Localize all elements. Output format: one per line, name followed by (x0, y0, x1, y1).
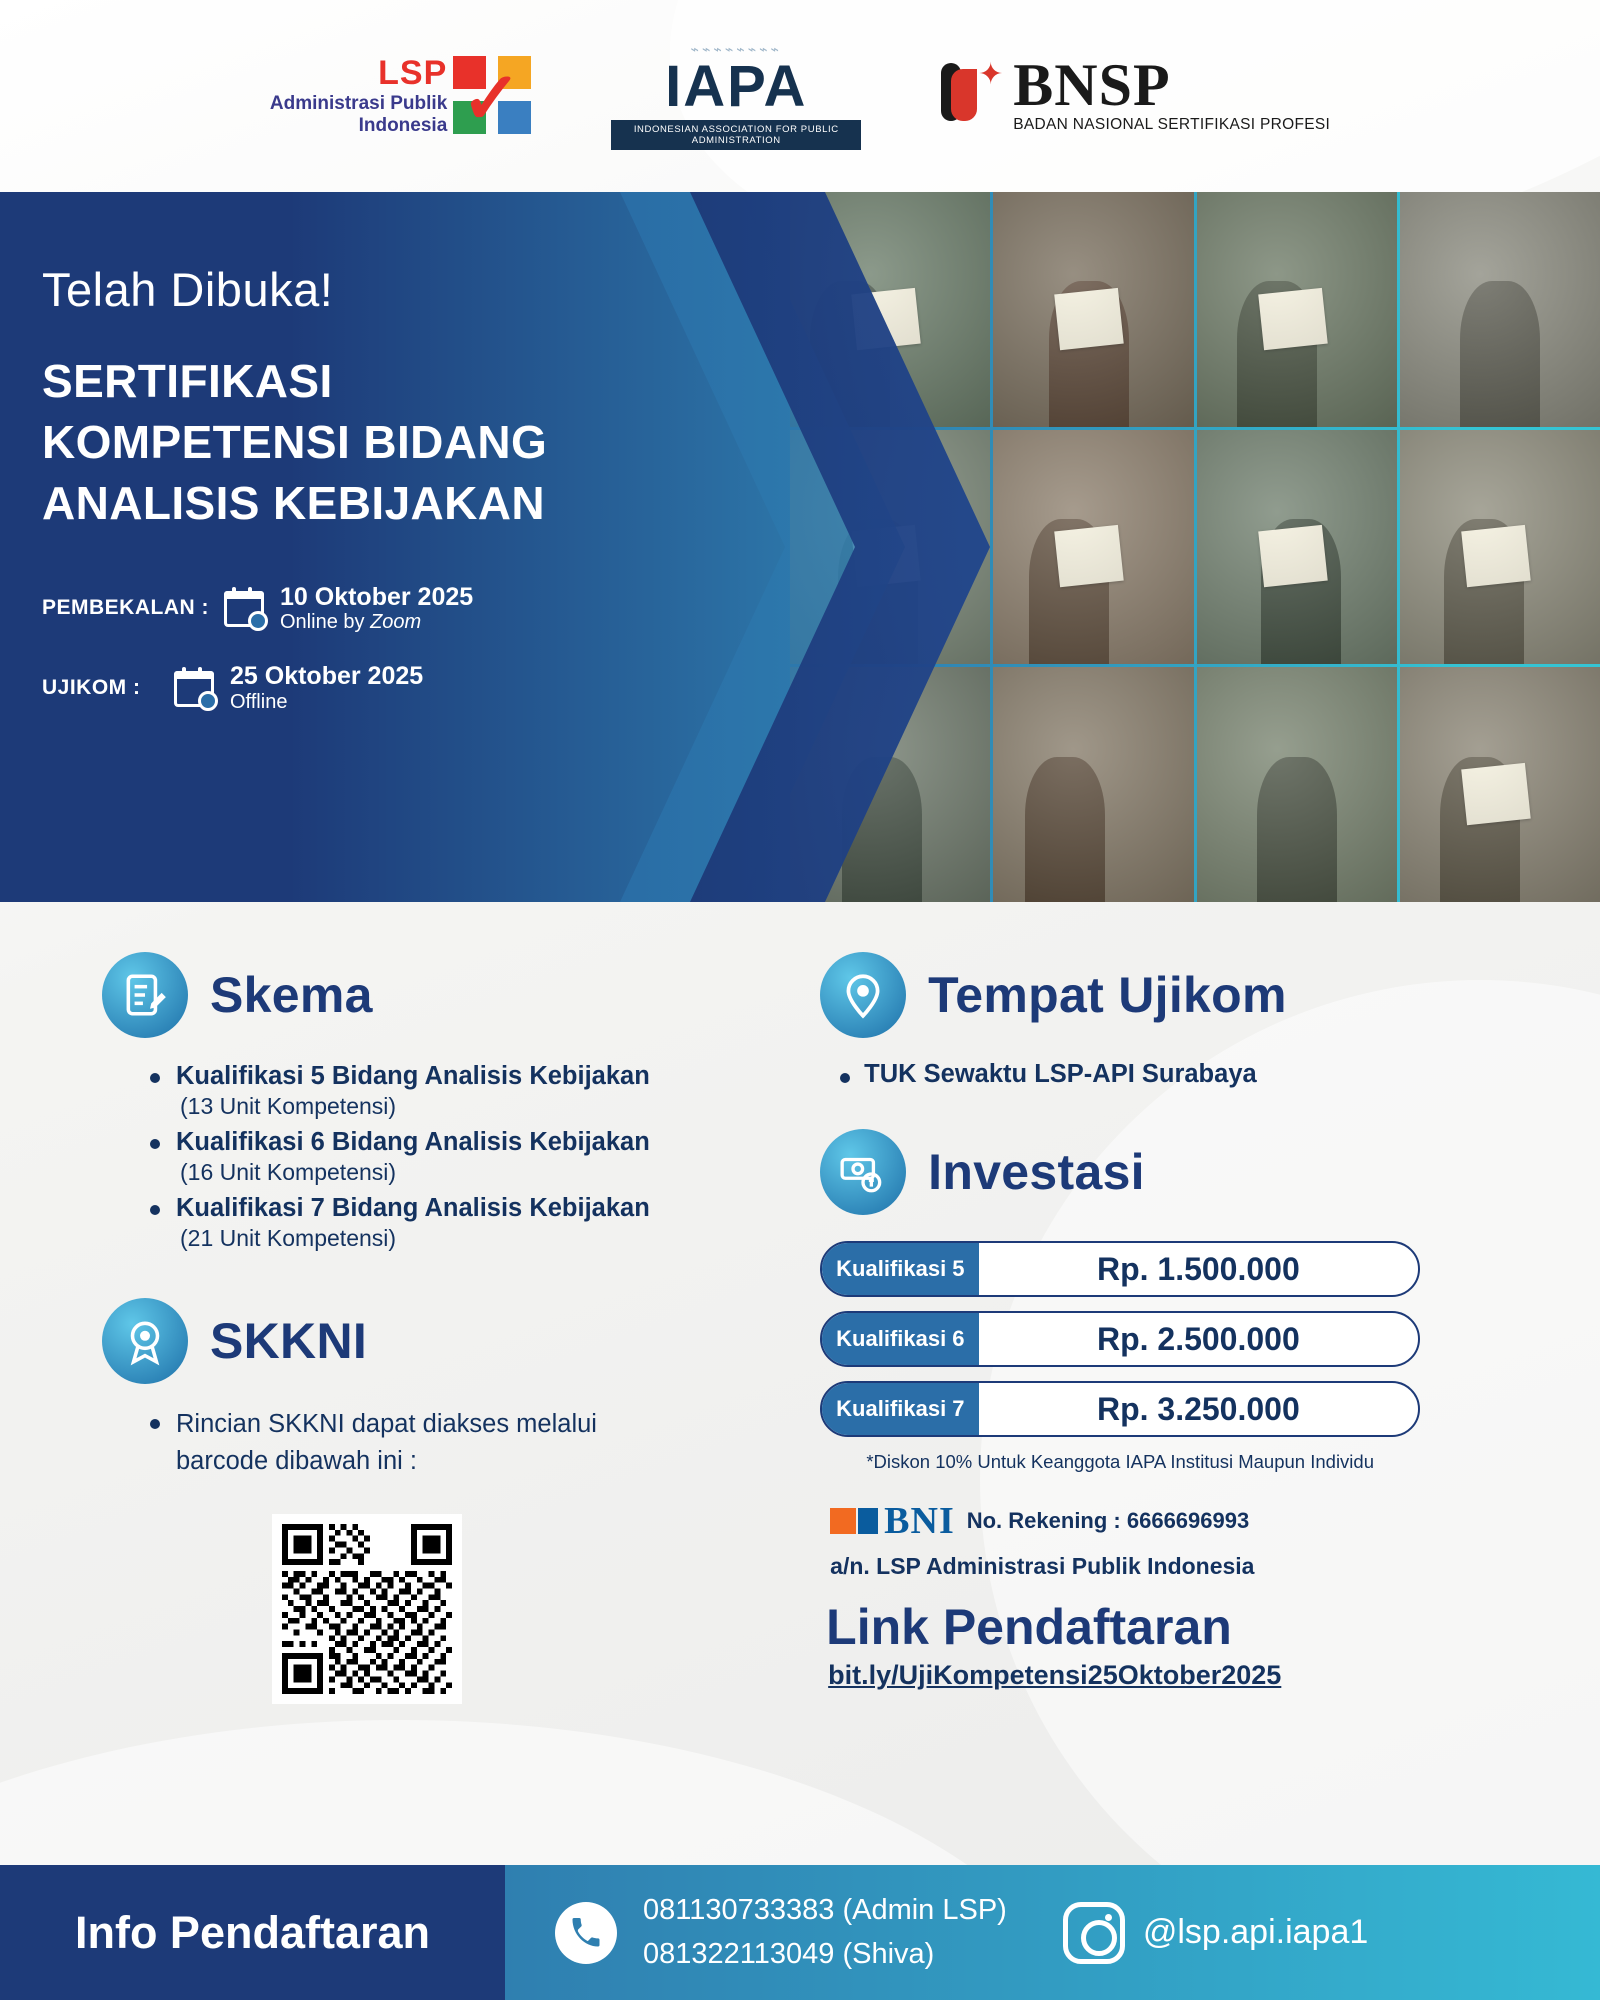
bnsp-logo (941, 51, 1331, 134)
date-label: UJIKOM : (42, 676, 141, 700)
location-pin-icon (820, 952, 906, 1038)
collage-photo (1197, 430, 1397, 665)
discount-note: *Diskon 10% Untuk Keanggota IAPA Institusi Maupun Individu (866, 1451, 1374, 1472)
date-mode: Online by (280, 611, 371, 634)
date-row-ujikom (42, 662, 682, 714)
list-item: TUK Sewaktu LSP-API Surabaya (834, 1060, 1544, 1089)
bnsp-logo-name: BNSP (1013, 51, 1171, 118)
collage-photo (993, 192, 1193, 427)
table-row (820, 1241, 1420, 1297)
date-mode-emphasis: Zoom (370, 611, 422, 634)
registration-heading: Link Pendaftaran (826, 1599, 1232, 1655)
bank-info (830, 1499, 1544, 1543)
bank-account-name: a/n. LSP Administrasi Publik Indonesia (830, 1553, 1255, 1579)
investasi-title: Investasi (928, 1144, 1145, 1200)
calendar-clock-icon (224, 587, 266, 629)
bni-mark-orange (830, 1508, 856, 1534)
hero-text-block (42, 262, 682, 742)
calendar-clock-icon (174, 667, 216, 709)
footer-instagram[interactable] (1063, 1902, 1368, 1964)
lsp-logo (270, 54, 531, 137)
date-value: 10 Oktober 2025 (280, 582, 474, 611)
investasi-tag: Kualifikasi 7 (822, 1383, 978, 1435)
footer-phone-1: 081130733383 (Admin LSP) (643, 1894, 1007, 1926)
skkni-title: SKKNI (210, 1313, 368, 1370)
registration-link[interactable]: bit.ly/UjiKompetensi25Oktober2025 (828, 1660, 1282, 1690)
investasi-header (820, 1129, 1544, 1215)
bnsp-logo-subtitle: BADAN NASIONAL SERTIFIKASI PROFESI (1013, 115, 1331, 133)
skema-item-main: Kualifikasi 6 Bidang Analisis Kebijakan (176, 1128, 650, 1157)
skkni-text-line2: barcode dibawah ini : (176, 1447, 417, 1476)
instagram-icon (1063, 1902, 1125, 1964)
hero-title-line3: ANALISIS KEBIJAKAN (42, 477, 546, 530)
hero-title-line2: KOMPETENSI BIDANG (42, 416, 548, 469)
bank-account-number: No. Rekening : 6666696993 (966, 1508, 1250, 1533)
lsp-logo-line1: LSP (378, 53, 448, 92)
iapa-logo (611, 41, 861, 150)
skema-list (146, 1060, 790, 1252)
footer-phone-2: 081322113049 (Shiva) (643, 1937, 935, 1970)
investasi-table (820, 1241, 1544, 1437)
date-label: PEMBEKALAN : (42, 596, 209, 620)
right-column (790, 952, 1544, 1704)
collage-photo (1197, 667, 1397, 902)
hero-dates (42, 583, 682, 715)
investasi-price: Rp. 1.500.000 (1096, 1250, 1300, 1287)
skema-header (102, 952, 790, 1038)
badge-award-icon (102, 1298, 188, 1384)
footer-title: Info Pendaftaran (74, 1906, 431, 1958)
main-content (0, 902, 1600, 1704)
hero-kicker: Telah Dibuka! (42, 263, 334, 316)
instagram-handle: @lsp.api.iapa1 (1142, 1913, 1369, 1951)
footer-contact-block (505, 1865, 1600, 2000)
collage-photo (993, 430, 1193, 665)
date-value: 25 Oktober 2025 (230, 662, 424, 691)
document-pen-icon (102, 952, 188, 1038)
list-item (146, 1406, 790, 1480)
list-item (146, 1192, 790, 1252)
collage-photo (1400, 192, 1600, 427)
skema-item-sub: (21 Unit Kompetensi) (180, 1225, 397, 1252)
iapa-logo-name: IAPA (665, 53, 808, 119)
collage-photo (1400, 667, 1600, 902)
collage-photo (993, 667, 1193, 902)
investasi-tag: Kualifikasi 6 (822, 1313, 978, 1365)
footer-phone-numbers (643, 1889, 1007, 1976)
collage-photo (1400, 430, 1600, 665)
bni-logo (830, 1499, 955, 1543)
list-item (146, 1126, 790, 1186)
skema-item-main: Kualifikasi 5 Bidang Analisis Kebijakan (176, 1062, 650, 1090)
collage-photo (1197, 192, 1397, 427)
list-item (146, 1060, 790, 1120)
tempat-title: Tempat Ujikom (928, 967, 1287, 1023)
hero-banner (0, 192, 1600, 902)
phone-icon (555, 1902, 617, 1964)
skema-item-sub: (13 Unit Kompetensi) (180, 1093, 397, 1120)
footer-bar (0, 1865, 1600, 2000)
skkni-text-line1: Rincian SKKNI dapat diakses melalui (176, 1410, 597, 1439)
investasi-tag: Kualifikasi 5 (822, 1243, 978, 1295)
checkmark-icon: ✓ (453, 56, 531, 134)
iapa-logo-subtitle: INDONESIAN ASSOCIATION FOR PUBLIC ADMINISTRATION (611, 120, 861, 150)
money-icon (820, 1129, 906, 1215)
qr-code[interactable] (272, 1514, 462, 1704)
lsp-logo-line3: Indonesia (358, 114, 448, 136)
logo-row (0, 0, 1600, 190)
tempat-header (820, 952, 1544, 1038)
left-column (56, 952, 790, 1704)
skema-title: Skema (210, 967, 373, 1023)
date-row-pembekalan (42, 583, 682, 635)
date-mode: Offline (230, 691, 288, 714)
investasi-price: Rp. 2.500.000 (1096, 1320, 1300, 1357)
hero-title-line1: SERTIFIKASI (42, 355, 333, 407)
skema-item-sub: (16 Unit Kompetensi) (180, 1159, 397, 1186)
qr-code-image (282, 1524, 452, 1694)
tempat-list (834, 1060, 1544, 1089)
lsp-logo-line2: Administrasi Publik (269, 92, 448, 114)
table-row (820, 1381, 1420, 1437)
skema-item-main: Kualifikasi 7 Bidang Analisis Kebijakan (176, 1194, 650, 1223)
iapa-map-icon: ⌁⌁⌁⌁⌁⌁⌁⌁ (690, 40, 782, 57)
table-row (820, 1311, 1420, 1367)
bni-mark-blue (858, 1508, 878, 1534)
skkni-header (102, 1298, 790, 1384)
bni-logo-name: BNI (884, 1500, 955, 1542)
investasi-price: Rp. 3.250.000 (1096, 1390, 1300, 1427)
skkni-list (146, 1406, 790, 1480)
bnsp-figure-icon: ✦ (941, 59, 1003, 131)
footer-title-block (0, 1865, 505, 2000)
